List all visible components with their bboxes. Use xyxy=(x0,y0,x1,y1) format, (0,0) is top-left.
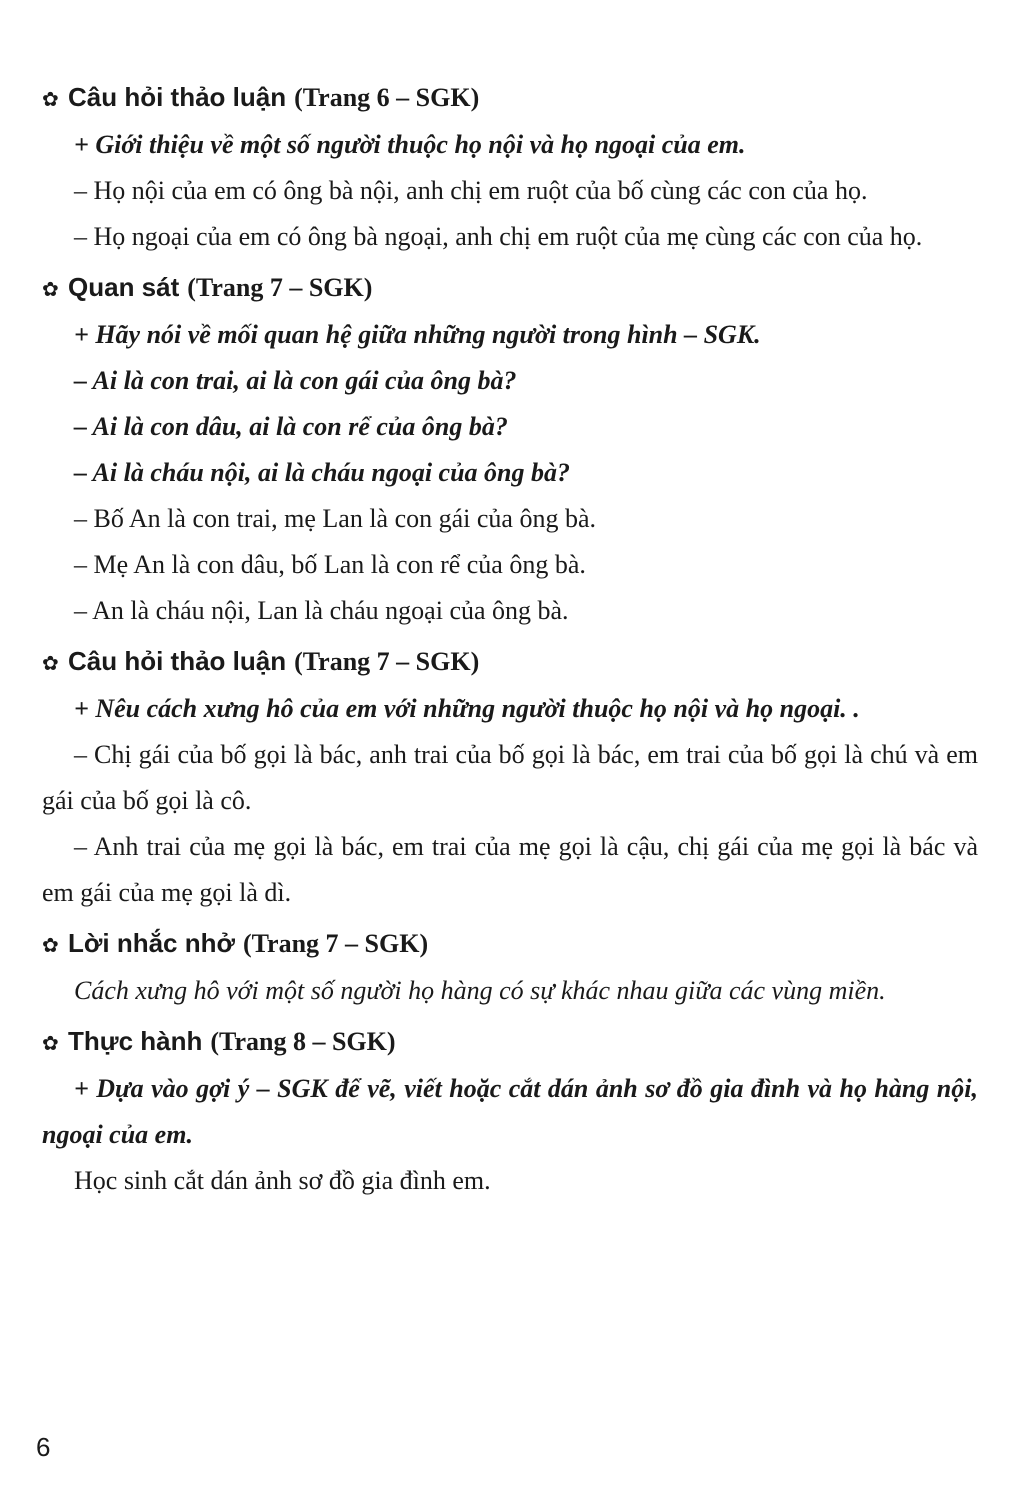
answer-paragraph: – Họ ngoại của em có ông bà ngoại, anh chị em ruột của mẹ cùng các con của họ. xyxy=(74,222,923,251)
section xyxy=(42,76,978,260)
section-page-ref: (Trang 6 – SGK) xyxy=(294,83,480,112)
section-heading xyxy=(42,1020,978,1064)
section-page-ref: (Trang 7 – SGK) xyxy=(242,929,429,958)
answer-paragraph: – An là cháu nội, Lan là cháu ngoại của ông bà. xyxy=(74,596,569,625)
flower-bullet-icon: ✿ xyxy=(42,933,59,957)
page-content xyxy=(42,70,978,1204)
section-heading xyxy=(42,266,978,310)
flower-bullet-icon: ✿ xyxy=(42,651,59,675)
answer-paragraph: Học sinh cắt dán ảnh sơ đồ gia đình em. xyxy=(74,1166,491,1195)
question-paragraph: – Ai là con dâu, ai là con rể của ông bà? xyxy=(74,412,508,441)
question-paragraph: – Ai là con trai, ai là con gái của ông bà? xyxy=(74,366,517,395)
section-label: Quan sát xyxy=(68,272,180,302)
section xyxy=(42,640,978,916)
section-label: Thực hành xyxy=(68,1026,203,1056)
flower-bullet-icon: ✿ xyxy=(42,1031,59,1055)
note-paragraph: Cách xưng hô với một số người họ hàng có sự khác nhau giữa các vùng miền. xyxy=(74,976,886,1005)
section-page-ref: (Trang 8 – SGK) xyxy=(210,1027,396,1056)
answer-paragraph: – Bố An là con trai, mẹ Lan là con gái của ông bà. xyxy=(74,504,597,533)
section xyxy=(42,266,978,634)
section-heading xyxy=(42,640,978,684)
question-paragraph: + Dựa vào gợi ý – SGK để vẽ, viết hoặc cắt dán ảnh sơ đồ gia đình và họ hàng nội, ngoại của em. xyxy=(42,1074,978,1149)
answer-paragraph: – Họ nội của em có ông bà nội, anh chị em ruột của bố cùng các con của họ. xyxy=(74,176,868,205)
flower-bullet-icon: ✿ xyxy=(42,277,59,301)
question-paragraph: – Ai là cháu nội, ai là cháu ngoại của ông bà? xyxy=(74,458,571,487)
question-paragraph: + Nêu cách xưng hô của em với những người thuộc họ nội và họ ngoại. . xyxy=(74,694,860,723)
section-label: Câu hỏi thảo luận xyxy=(68,646,287,676)
answer-paragraph: – Chị gái của bố gọi là bác, anh trai của bố gọi là bác, em trai của bố gọi là chú và em gái của bố gọi là cô. xyxy=(42,740,978,815)
section xyxy=(42,922,978,1014)
question-paragraph: + Giới thiệu về một số người thuộc họ nội và họ ngoại của em. xyxy=(74,130,746,159)
section-label: Lời nhắc nhở xyxy=(68,928,235,958)
flower-bullet-icon: ✿ xyxy=(42,87,59,111)
section-page-ref: (Trang 7 – SGK) xyxy=(187,273,373,302)
answer-paragraph: – Anh trai của mẹ gọi là bác, em trai của mẹ gọi là cậu, chị gái của mẹ gọi là bác và em gái của mẹ gọi là dì. xyxy=(42,832,978,907)
section-heading xyxy=(42,76,978,120)
section-label: Câu hỏi thảo luận xyxy=(68,82,287,112)
section-page-ref: (Trang 7 – SGK) xyxy=(294,647,480,676)
answer-paragraph: – Mẹ An là con dâu, bố Lan là con rể của ông bà. xyxy=(74,550,586,579)
section-heading xyxy=(42,922,978,966)
section xyxy=(42,1020,978,1204)
page-number: 6 xyxy=(36,1432,51,1462)
question-paragraph: + Hãy nói về mối quan hệ giữa những người trong hình – SGK. xyxy=(74,320,761,349)
